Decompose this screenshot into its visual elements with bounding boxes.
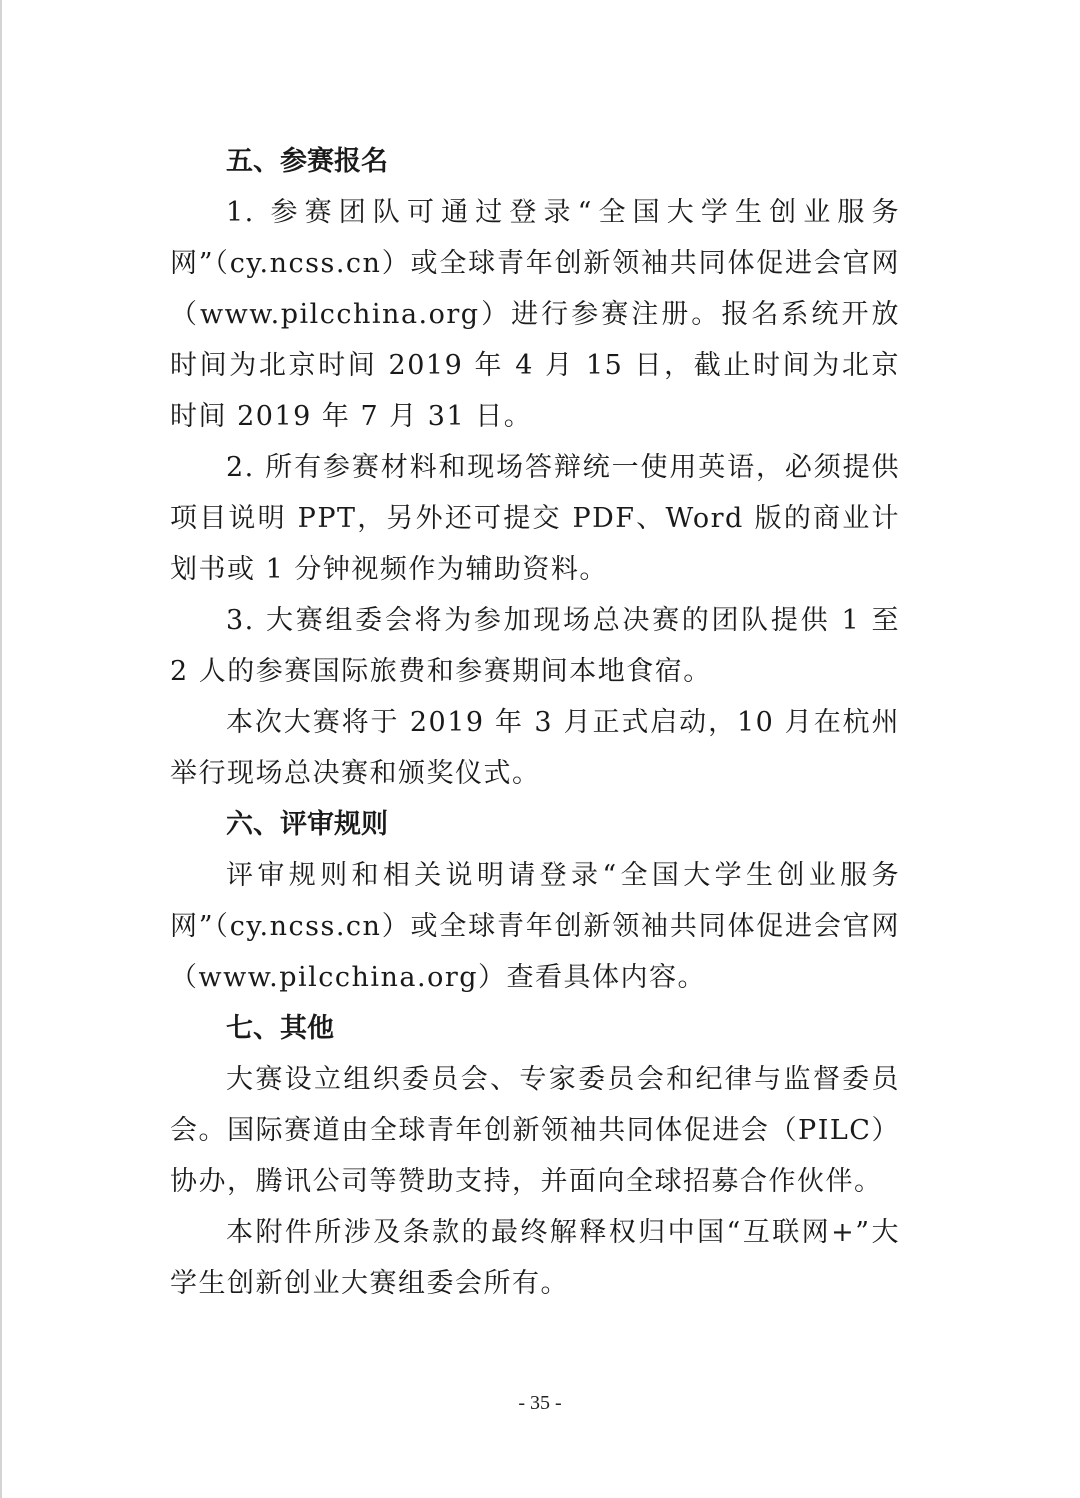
- paragraph-registration-2: 2. 所有参赛材料和现场答辩统一使用英语，必须提供项目说明 PPT，另外还可提交 PDF、Word 版的商业计划书或 1 分钟视频作为辅助资料。: [170, 452, 900, 585]
- paragraph-judging-1: 评审规则和相关说明请登录“全国大学生创业服务网”（cy.ncss.cn）或全球青年创新领袖共同体促进会官网（www.pilcchina.org）查看具体内容。: [170, 860, 900, 993]
- paragraph-other-2: 本附件所涉及条款的最终解释权归中国“互联网+”大学生创新创业大赛组委会所有。: [170, 1217, 900, 1299]
- paragraph-registration-1: 1. 参赛团队可通过登录“全国大学生创业服务网”（cy.ncss.cn）或全球青年创新领袖共同体促进会官网（www.pilcchina.org）进行参赛注册。报名系统开放时间为北京时间 2019 年 4 月 15 日，截止时间为北京时间 2019 年 7 月 31 日。: [170, 197, 900, 432]
- paragraph-other-1: 大赛设立组织委员会、专家委员会和纪律与监督委员会。国际赛道由全球青年创新领袖共同体促进会（PILC）协办，腾讯公司等赞助支持，并面向全球招募合作伙伴。: [170, 1064, 900, 1197]
- document-body: [170, 136, 900, 1309]
- section-heading-registration: 五、参赛报名: [226, 146, 388, 177]
- section-heading-judging: 六、评审规则: [226, 809, 388, 840]
- paragraph-registration-4: 本次大赛将于 2019 年 3 月正式启动，10 月在杭州举行现场总决赛和颁奖仪式。: [170, 707, 900, 789]
- page-number: - 35 -: [518, 1392, 562, 1414]
- page-edge: [0, 0, 2, 1498]
- section-heading-other: 七、其他: [226, 1013, 334, 1044]
- paragraph-registration-3: 3. 大赛组委会将为参加现场总决赛的团队提供 1 至 2 人的参赛国际旅费和参赛期间本地食宿。: [170, 605, 900, 687]
